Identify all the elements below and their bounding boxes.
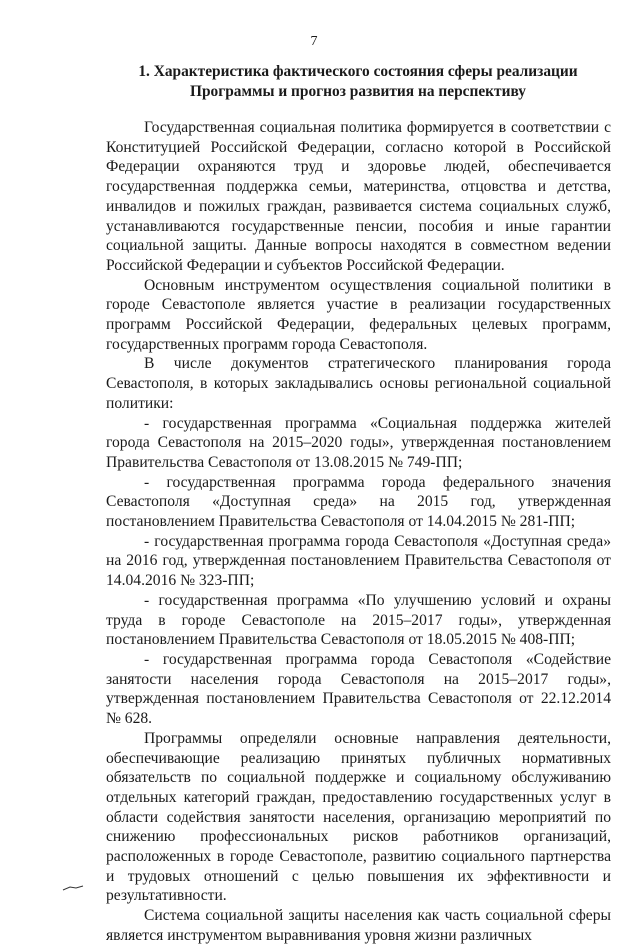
paragraph-social-protection-system: Система социальной защиты населения как часть социальной сферы является инструментом выравнивания уровня жизни различных (106, 907, 611, 944)
program-list-item: - государственная программа «Социальная поддержка жителей города Севастополя на 2015–2020 годы», утвержденная постановлением Правительства Севастополя от 13.08.2015 № 749-ПП; (106, 414, 611, 471)
section-heading-line-1: 1. Характеристика фактического состояния сферы реализации (138, 63, 578, 80)
program-list-item: - государственная программа города Севастополя «Доступная среда» на 2016 год, утвержденная постановлением Правительства Севастополя от 14.04.2016 № 323-ПП; (106, 532, 611, 590)
program-list-item: - государственная программа «По улучшению условий и охраны труда в городе Севастополе на 2015–2017 годы», утвержденная постановлением Правительства Севастополя от 18.05.2015 № 408-ПП; (106, 591, 611, 649)
section-heading-line-2: Программы и прогноз развития на перспективу (190, 83, 526, 100)
program-list-item: - государственная программа города Севастополя «Содействие занятости населения города Севастополя на 2015–2017 годы», утвержденная постановлением Правительства Севастополя от 22.12.2014 № 628. (106, 650, 611, 728)
paragraph-programs-directions: Программы определяли основные направления деятельности, обеспечивающие реализацию принятых публичных нормативных обязательств по социальной поддержке и социальному обслуживанию отдельных категорий граждан, предоставлению государственных услуг в области содействия занятости населения, организацию мероприятий по снижению профессиональных рисков работников организаций, расположенных в городе Севастополе, развитию социального партнерства и трудовых отношений с целью повышения их эффективности и результативности. (106, 729, 611, 905)
program-list (106, 414, 611, 729)
document-body (106, 118, 611, 946)
page-number: 7 (310, 34, 318, 49)
paragraph-social-policy: Государственная социальная политика формируется в соответствии с Конституцией Российской Федерации, согласно которой в Российской Федерации охраняются труд и здоровье людей, обеспечивается государственная поддержка семьи, материнства, отцовства и детства, инвалидов и пожилых граждан, развивается система социальных служб, устанавливаются государственные пенсии, пособия и иные гарантии социальной защиты. Данные вопросы находятся в совместном ведении Российской Федерации и субъектов Российской Федерации. (106, 119, 611, 274)
paragraph-main-instrument: Основным инструментом осуществления социальной политики в городе Севастополе является участие в реализации государственных программ Российской Федерации, федеральных целевых программ, государственных программ города Севастополя. (106, 276, 611, 353)
program-list-item: - государственная программа города федерального значения Севастополя «Доступная среда» на 2015 год, утвержденная постановлением Правительства Севастополя от 14.04.2015 № 281-ПП; (106, 473, 611, 531)
scan-artifact-mark (62, 885, 84, 891)
section-heading (108, 62, 608, 102)
paragraph-strategic-documents: В числе документов стратегического планирования города Севастополя, в которых закладывались основы региональной социальной политики: (106, 355, 611, 412)
